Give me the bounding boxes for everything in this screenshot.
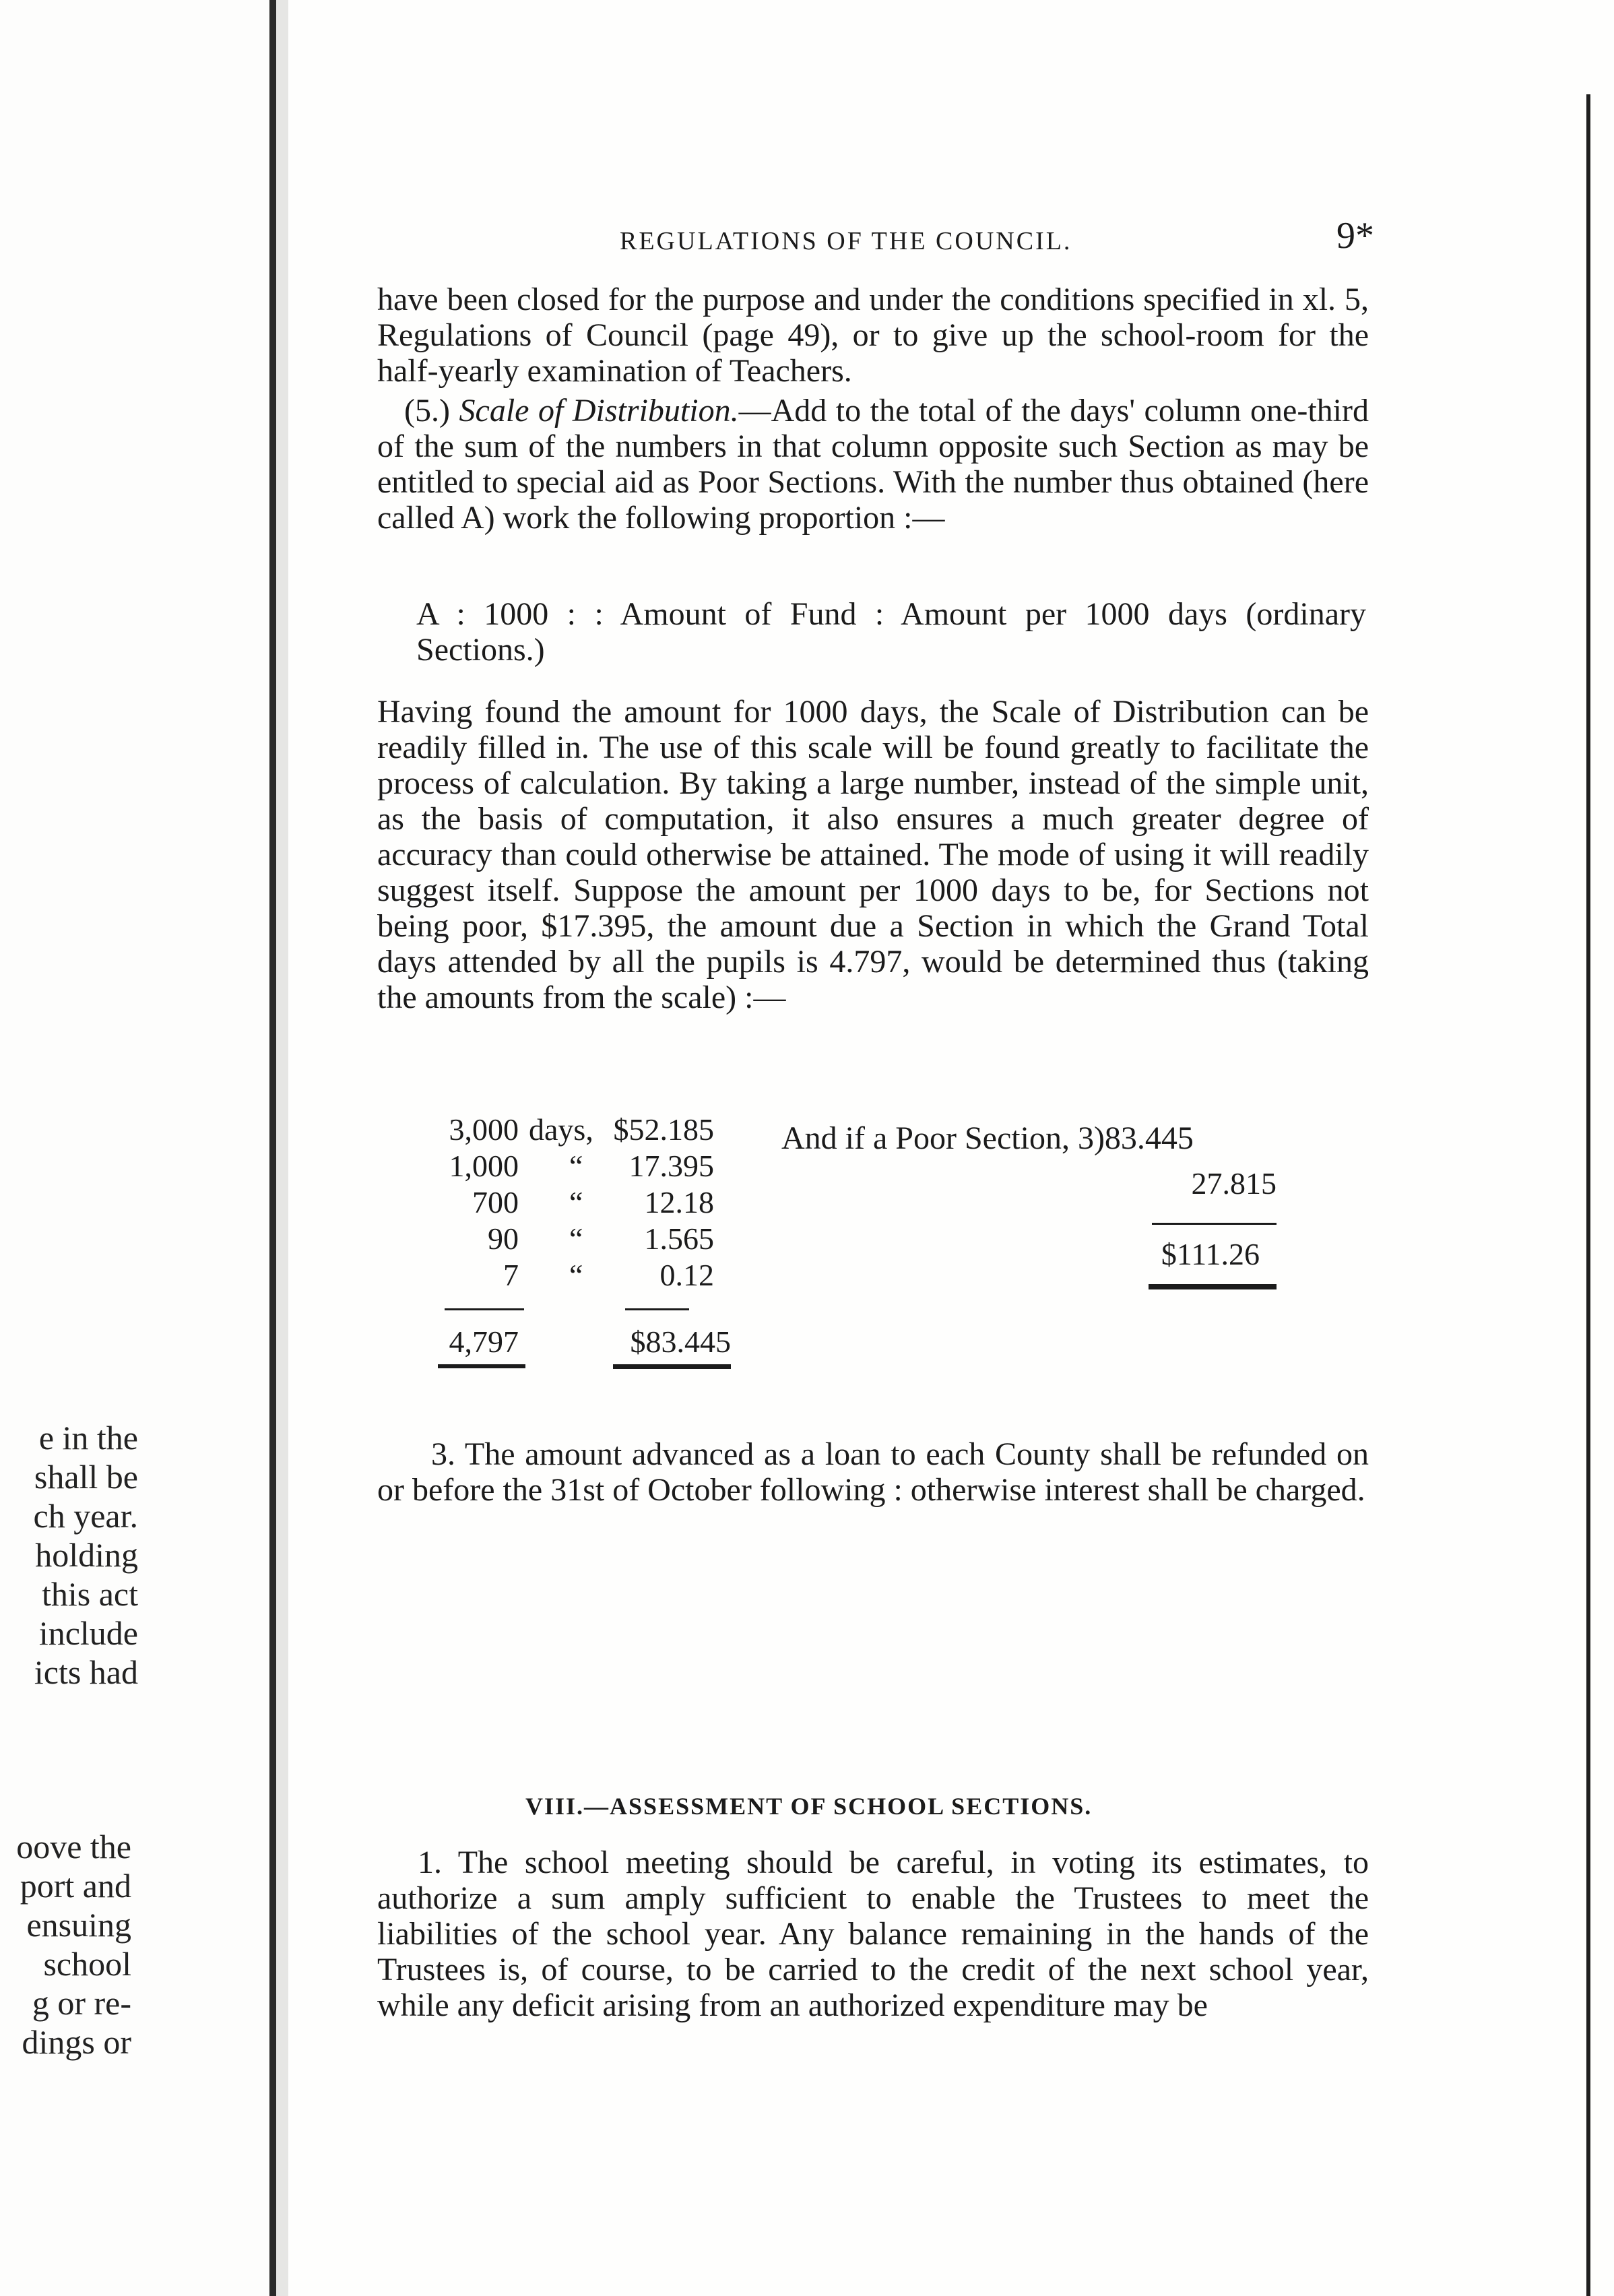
facing-line: holding bbox=[35, 1536, 138, 1574]
paragraph-number: (5.) bbox=[404, 393, 450, 428]
calc-days: 1,000 bbox=[449, 1149, 519, 1183]
facing-line: g or re- bbox=[32, 1984, 131, 2022]
poor-total: $111.26 bbox=[1161, 1237, 1260, 1271]
calc-days: 7 bbox=[503, 1258, 519, 1292]
facing-line: shall be bbox=[34, 1458, 138, 1496]
total-amount: $83.445 bbox=[630, 1325, 731, 1359]
calc-unit: “ bbox=[569, 1258, 583, 1292]
proportion-text: A : 1000 : : Amount of Fund : Amount per 1000 days (ordinary Sections.) bbox=[416, 596, 1366, 668]
running-title: REGULATIONS OF THE COUNCIL. bbox=[620, 227, 1072, 255]
calc-unit: “ bbox=[569, 1221, 583, 1256]
page-edge bbox=[1586, 94, 1590, 2296]
paragraph-continuation bbox=[377, 282, 1369, 389]
facing-line: dings or bbox=[22, 2023, 131, 2061]
calc-days: 90 bbox=[488, 1221, 519, 1256]
facing-page-lines-lower bbox=[16, 1827, 131, 2062]
double-rule bbox=[1149, 1284, 1277, 1289]
facing-page-lines bbox=[34, 1418, 138, 1692]
facing-line: icts had bbox=[34, 1653, 138, 1691]
paragraph-text bbox=[377, 393, 1369, 536]
paragraph-body: —Add to the total of the days' column one-third of the sum of the numbers in that column opposite such Section as may be entitled to special aid as Poor Sections. With the number thus obtained (here called A) work the following proportion :— bbox=[377, 393, 1369, 536]
facing-line: include bbox=[38, 1614, 138, 1652]
section-heading: VIII.—ASSESSMENT OF SCHOOL SECTIONS. bbox=[525, 1793, 1093, 1820]
facing-line: oove the bbox=[16, 1828, 131, 1865]
paragraph-text: have been closed for the purpose and under the conditions specified in xl. 5, Regulations of Council (page 49), or to give up the school-room for the half-yearly examination of Teachers. bbox=[377, 282, 1369, 389]
facing-line: ensuing bbox=[26, 1906, 131, 1944]
paragraph-text: 1. The school meeting should be careful, in voting its estimates, to authorize a sum amply sufficient to enable the Trustees to meet the liabilities of the school year. Any balance remaining in the hands of the Trustees is, of course, to be carried to the credit of the next school year, while any deficit arising from an authorized expenditure may be bbox=[377, 1845, 1369, 2023]
facing-line: this act bbox=[41, 1575, 138, 1613]
paragraph-title: Scale of Distribution. bbox=[459, 393, 739, 428]
calc-unit: “ bbox=[569, 1149, 583, 1183]
proportion-formula bbox=[416, 596, 1366, 668]
calc-days: 3,000 bbox=[449, 1112, 519, 1147]
facing-page-fragment bbox=[0, 0, 276, 2296]
poor-third: 27.815 bbox=[1191, 1166, 1277, 1201]
facing-line: school bbox=[43, 1945, 131, 1983]
calc-days: 700 bbox=[472, 1185, 519, 1219]
facing-line: e in the bbox=[38, 1419, 138, 1457]
poor-section-line: And if a Poor Section, 3)83.445 bbox=[781, 1120, 1194, 1156]
paragraph-scale-explanation bbox=[377, 694, 1369, 1015]
facing-line: port and bbox=[20, 1867, 131, 1905]
sum-rule bbox=[625, 1308, 689, 1310]
paragraph-text: 3. The amount advanced as a loan to each County shall be refunded on or before the 31st of October following : otherwise interest shall be charged. bbox=[377, 1436, 1369, 1508]
total-days: 4,797 bbox=[449, 1325, 519, 1359]
calc-amount: 12.18 bbox=[644, 1185, 714, 1219]
calc-amount: 17.395 bbox=[628, 1149, 714, 1183]
calc-amount: $52.185 bbox=[613, 1112, 714, 1147]
page-number: 9* bbox=[1336, 215, 1374, 257]
paragraph-assessment bbox=[377, 1845, 1369, 2023]
calc-unit: days, bbox=[529, 1112, 593, 1147]
paragraph-loan bbox=[377, 1436, 1369, 1508]
sum-rule bbox=[1152, 1223, 1277, 1225]
calc-amount: 0.12 bbox=[659, 1258, 714, 1292]
book-gutter bbox=[276, 0, 288, 2296]
double-rule bbox=[613, 1364, 731, 1369]
double-rule bbox=[438, 1364, 525, 1368]
calc-unit: “ bbox=[569, 1185, 583, 1219]
sum-rule bbox=[445, 1308, 524, 1310]
paragraph-scale-of-distribution bbox=[377, 393, 1369, 536]
calc-amount: 1.565 bbox=[644, 1221, 714, 1256]
facing-line: ch year. bbox=[33, 1497, 138, 1535]
paragraph-text: Having found the amount for 1000 days, the Scale of Distribution can be readily filled in. The use of this scale will be found greatly to facilitate the process of calculation. By taking a large number, instead of the simple unit, as the basis of computation, it also ensures a much greater degree of accuracy than could otherwise be attained. The mode of using it will readily suggest itself. Suppose the amount per 1000 days to be, for Sections not being poor, $17.395, the amount due a Section in which the Grand Total days attended by all the pupils is 4.797, would be determined thus (taking the amounts from the scale) :— bbox=[377, 694, 1369, 1015]
